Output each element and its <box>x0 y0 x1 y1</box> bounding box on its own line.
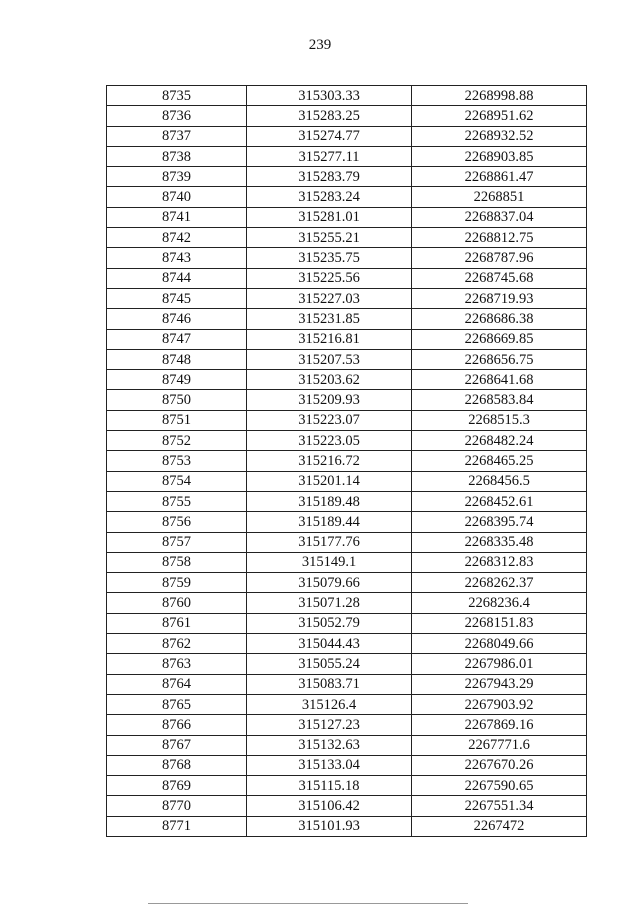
x-coordinate-cell: 315083.71 <box>247 674 412 694</box>
table-row <box>107 593 587 613</box>
point-id-cell: 8760 <box>107 593 247 613</box>
point-id-cell: 8744 <box>107 268 247 288</box>
x-coordinate-cell: 315177.76 <box>247 532 412 552</box>
y-coordinate-cell: 2268151.83 <box>412 613 587 633</box>
point-id-cell: 8759 <box>107 573 247 593</box>
table-row <box>107 471 587 491</box>
x-coordinate-cell: 315106.42 <box>247 796 412 816</box>
y-coordinate-cell: 2268236.4 <box>412 593 587 613</box>
y-coordinate-cell: 2268951.62 <box>412 106 587 126</box>
x-coordinate-cell: 315044.43 <box>247 634 412 654</box>
y-coordinate-cell: 2268903.85 <box>412 146 587 166</box>
table-row <box>107 228 587 248</box>
x-coordinate-cell: 315231.85 <box>247 309 412 329</box>
x-coordinate-cell: 315283.25 <box>247 106 412 126</box>
x-coordinate-cell: 315223.05 <box>247 431 412 451</box>
x-coordinate-cell: 315201.14 <box>247 471 412 491</box>
table-row <box>107 755 587 775</box>
table-row <box>107 674 587 694</box>
x-coordinate-cell: 315225.56 <box>247 268 412 288</box>
table-row <box>107 309 587 329</box>
x-coordinate-cell: 315052.79 <box>247 613 412 633</box>
point-id-cell: 8739 <box>107 167 247 187</box>
point-id-cell: 8753 <box>107 451 247 471</box>
y-coordinate-cell: 2268932.52 <box>412 126 587 146</box>
y-coordinate-cell: 2268719.93 <box>412 288 587 308</box>
table-row <box>107 431 587 451</box>
y-coordinate-cell: 2268669.85 <box>412 329 587 349</box>
y-coordinate-cell: 2268049.66 <box>412 634 587 654</box>
x-coordinate-cell: 315303.33 <box>247 86 412 106</box>
x-coordinate-cell: 315071.28 <box>247 593 412 613</box>
point-id-cell: 8761 <box>107 613 247 633</box>
table-row <box>107 735 587 755</box>
y-coordinate-cell: 2268262.37 <box>412 573 587 593</box>
point-id-cell: 8766 <box>107 715 247 735</box>
table-row <box>107 268 587 288</box>
point-id-cell: 8737 <box>107 126 247 146</box>
x-coordinate-cell: 315203.62 <box>247 370 412 390</box>
point-id-cell: 8749 <box>107 370 247 390</box>
point-id-cell: 8763 <box>107 654 247 674</box>
point-id-cell: 8742 <box>107 228 247 248</box>
y-coordinate-cell: 2267551.34 <box>412 796 587 816</box>
y-coordinate-cell: 2268861.47 <box>412 167 587 187</box>
table-row <box>107 370 587 390</box>
table-row <box>107 106 587 126</box>
x-coordinate-cell: 315126.4 <box>247 694 412 714</box>
y-coordinate-cell: 2268452.61 <box>412 491 587 511</box>
y-coordinate-cell: 2268456.5 <box>412 471 587 491</box>
x-coordinate-cell: 315055.24 <box>247 654 412 674</box>
y-coordinate-cell: 2268851 <box>412 187 587 207</box>
table-row <box>107 654 587 674</box>
table-row <box>107 532 587 552</box>
table-row <box>107 796 587 816</box>
table-row <box>107 552 587 572</box>
y-coordinate-cell: 2268312.83 <box>412 552 587 572</box>
x-coordinate-cell: 315277.11 <box>247 146 412 166</box>
y-coordinate-cell: 2268465.25 <box>412 451 587 471</box>
table-body <box>107 86 587 837</box>
point-id-cell: 8756 <box>107 512 247 532</box>
y-coordinate-cell: 2268745.68 <box>412 268 587 288</box>
point-id-cell: 8736 <box>107 106 247 126</box>
y-coordinate-cell: 2268812.75 <box>412 228 587 248</box>
y-coordinate-cell: 2267771.6 <box>412 735 587 755</box>
table-row <box>107 126 587 146</box>
x-coordinate-cell: 315274.77 <box>247 126 412 146</box>
y-coordinate-cell: 2267943.29 <box>412 674 587 694</box>
x-coordinate-cell: 315149.1 <box>247 552 412 572</box>
y-coordinate-cell: 2268515.3 <box>412 410 587 430</box>
table-row <box>107 86 587 106</box>
x-coordinate-cell: 315216.81 <box>247 329 412 349</box>
y-coordinate-cell: 2268656.75 <box>412 349 587 369</box>
y-coordinate-cell: 2267590.65 <box>412 776 587 796</box>
y-coordinate-cell: 2267472 <box>412 816 587 836</box>
table-row <box>107 776 587 796</box>
x-coordinate-cell: 315227.03 <box>247 288 412 308</box>
table-row <box>107 634 587 654</box>
y-coordinate-cell: 2268395.74 <box>412 512 587 532</box>
x-coordinate-cell: 315207.53 <box>247 349 412 369</box>
x-coordinate-cell: 315127.23 <box>247 715 412 735</box>
table-row <box>107 491 587 511</box>
x-coordinate-cell: 315235.75 <box>247 248 412 268</box>
point-id-cell: 8757 <box>107 532 247 552</box>
table-row <box>107 390 587 410</box>
table-row <box>107 816 587 836</box>
table-row <box>107 146 587 166</box>
table-row <box>107 248 587 268</box>
table-row <box>107 187 587 207</box>
coordinates-table <box>106 85 587 837</box>
x-coordinate-cell: 315115.18 <box>247 776 412 796</box>
point-id-cell: 8770 <box>107 796 247 816</box>
x-coordinate-cell: 315079.66 <box>247 573 412 593</box>
point-id-cell: 8738 <box>107 146 247 166</box>
y-coordinate-cell: 2268641.68 <box>412 370 587 390</box>
point-id-cell: 8752 <box>107 431 247 451</box>
y-coordinate-cell: 2268335.48 <box>412 532 587 552</box>
x-coordinate-cell: 315189.44 <box>247 512 412 532</box>
table-row <box>107 167 587 187</box>
point-id-cell: 8758 <box>107 552 247 572</box>
x-coordinate-cell: 315281.01 <box>247 207 412 227</box>
table-row <box>107 613 587 633</box>
point-id-cell: 8735 <box>107 86 247 106</box>
point-id-cell: 8771 <box>107 816 247 836</box>
y-coordinate-cell: 2267903.92 <box>412 694 587 714</box>
x-coordinate-cell: 315132.63 <box>247 735 412 755</box>
point-id-cell: 8748 <box>107 349 247 369</box>
point-id-cell: 8768 <box>107 755 247 775</box>
y-coordinate-cell: 2268837.04 <box>412 207 587 227</box>
y-coordinate-cell: 2267869.16 <box>412 715 587 735</box>
y-coordinate-cell: 2268998.88 <box>412 86 587 106</box>
table-row <box>107 694 587 714</box>
point-id-cell: 8745 <box>107 288 247 308</box>
table-row <box>107 410 587 430</box>
x-coordinate-cell: 315223.07 <box>247 410 412 430</box>
y-coordinate-cell: 2267670.26 <box>412 755 587 775</box>
point-id-cell: 8762 <box>107 634 247 654</box>
page-number: 239 <box>308 37 332 53</box>
y-coordinate-cell: 2268583.84 <box>412 390 587 410</box>
y-coordinate-cell: 2268686.38 <box>412 309 587 329</box>
x-coordinate-cell: 315101.93 <box>247 816 412 836</box>
x-coordinate-cell: 315216.72 <box>247 451 412 471</box>
point-id-cell: 8765 <box>107 694 247 714</box>
point-id-cell: 8755 <box>107 491 247 511</box>
x-coordinate-cell: 315283.79 <box>247 167 412 187</box>
point-id-cell: 8741 <box>107 207 247 227</box>
x-coordinate-cell: 315283.24 <box>247 187 412 207</box>
table-row <box>107 573 587 593</box>
y-coordinate-cell: 2267986.01 <box>412 654 587 674</box>
bottom-rule <box>148 903 468 904</box>
table-row <box>107 349 587 369</box>
table-row <box>107 715 587 735</box>
table-row <box>107 207 587 227</box>
point-id-cell: 8743 <box>107 248 247 268</box>
point-id-cell: 8746 <box>107 309 247 329</box>
point-id-cell: 8747 <box>107 329 247 349</box>
x-coordinate-cell: 315255.21 <box>247 228 412 248</box>
point-id-cell: 8754 <box>107 471 247 491</box>
x-coordinate-cell: 315209.93 <box>247 390 412 410</box>
point-id-cell: 8767 <box>107 735 247 755</box>
table-row <box>107 451 587 471</box>
point-id-cell: 8751 <box>107 410 247 430</box>
point-id-cell: 8764 <box>107 674 247 694</box>
point-id-cell: 8750 <box>107 390 247 410</box>
x-coordinate-cell: 315133.04 <box>247 755 412 775</box>
y-coordinate-cell: 2268482.24 <box>412 431 587 451</box>
table-row <box>107 288 587 308</box>
x-coordinate-cell: 315189.48 <box>247 491 412 511</box>
table-row <box>107 512 587 532</box>
y-coordinate-cell: 2268787.96 <box>412 248 587 268</box>
point-id-cell: 8769 <box>107 776 247 796</box>
point-id-cell: 8740 <box>107 187 247 207</box>
table-row <box>107 329 587 349</box>
